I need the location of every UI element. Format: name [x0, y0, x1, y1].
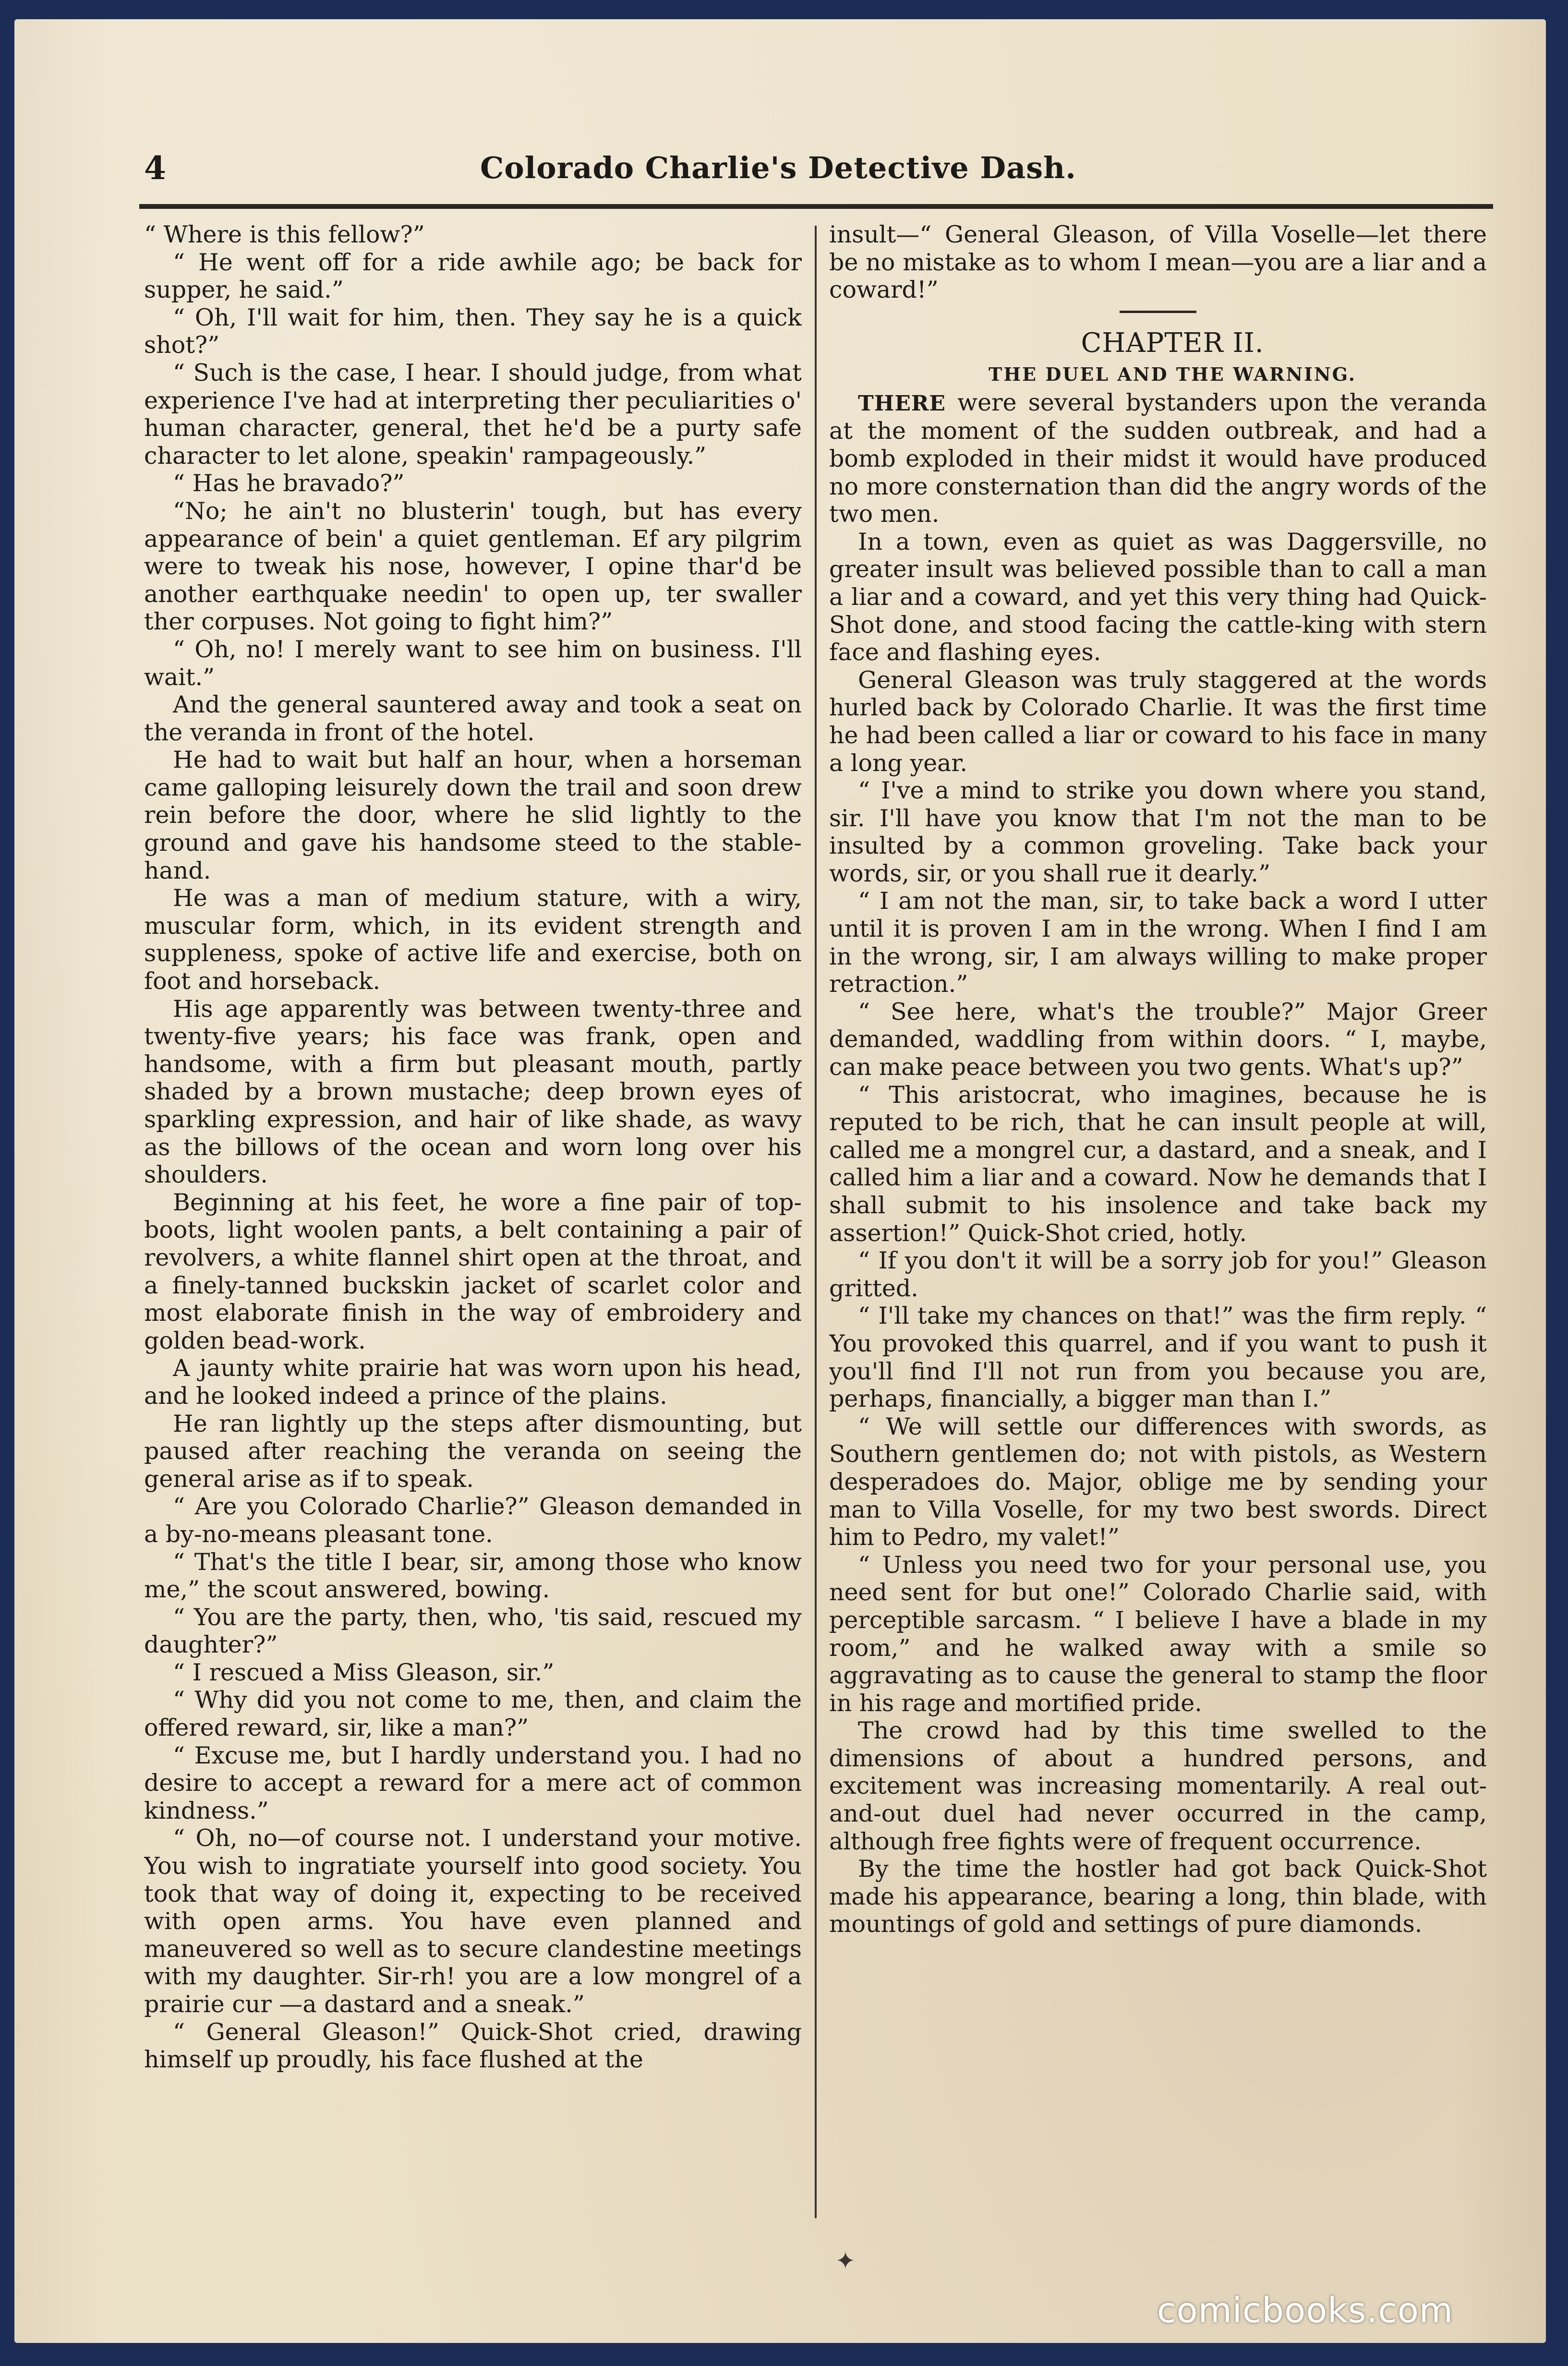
paragraph: “ Has he bravado?” — [173, 470, 405, 497]
paragraph: He was a man of medium stature, with a wiry, muscular form, which, in its evident strength and suppleness, spoke of active life and exercise, both on foot and horseback. — [144, 884, 802, 995]
paragraph: “ That's the title I bear, sir, among those who know me,” the scout answered, bowing. — [144, 1548, 802, 1604]
footer-ornament-icon: ✦ — [835, 2247, 856, 2275]
paragraph: “ Oh, no! I merely want to see him on business. I'll wait.” — [144, 635, 802, 691]
header-rule — [139, 204, 1493, 209]
paragraph: “ Where is this fellow?” — [144, 221, 425, 248]
paragraph: In a town, even as quiet as was Daggersville, no greater insult was believed possible than to call a man a liar and a coward, and yet this very thing had Quick-Shot done, and stood facing the cattle-king with stern face and flashing eyes. — [829, 528, 1487, 666]
chapter-opening-paragraph — [829, 389, 1487, 528]
paragraph: By the time the hostler had got back Quick-Shot made his appearance, bearing a long, thin blade, with mountings of gold and settings of pure diamonds. — [829, 1855, 1487, 1938]
paragraph: “ He went off for a ride awhile ago; be back for supper, he said.” — [144, 248, 802, 304]
paragraph: “ We will settle our differences with swords, as Southern gentlemen do; not with pistols, as Western desperadoes do. Major, oblige me by sending your man to Villa Voselle, for my two best swords. Direct him to Pedro, my valet!” — [829, 1412, 1487, 1551]
paragraph: “ Are you Colorado Charlie?” Gleason demanded in a by-no-means pleasant tone. — [144, 1493, 802, 1548]
paragraph: “ Oh, I'll wait for him, then. They say he is a quick shot?” — [144, 303, 802, 359]
paragraph: “ I am not the man, sir, to take back a word I utter until it is proven I am in the wrong. When I find I am in the wrong, sir, I am always willing to make proper retraction.” — [829, 887, 1487, 998]
paragraph: The crowd had by this time swelled to the dimensions of about a hundred persons, and excitement was increasing momentarily. A real out-and-out duel had never occurred in the camp, although free fights were of frequent occurrence. — [829, 1717, 1487, 1855]
continuation-paragraph: insult—“ General Gleason, of Villa Voselle—let there be no mistake as to whom I mean—you are a liar and a coward!” — [829, 221, 1487, 304]
paragraph: “ You are the party, then, who, 'tis said, rescued my daughter?” — [144, 1603, 802, 1659]
column-divider — [815, 226, 817, 2218]
running-title: Colorado Charlie's Detective Dash. — [480, 150, 1076, 185]
paragraph: He ran lightly up the steps after dismounting, but paused after reaching the veranda on seeing the general arise as if to speak. — [144, 1410, 802, 1493]
paragraph: “ See here, what's the trouble?” Major Greer demanded, waddling from within doors. “ I, maybe, can make peace between you two gents. What's up?” — [829, 998, 1487, 1081]
opening-text: were several bystanders upon the veranda at the moment of the sudden outbreak, and had a bomb exploded in their midst it would have produced no more consternation than did the angry words of the two men. — [829, 388, 1487, 528]
chapter-heading: CHAPTER II. — [1081, 327, 1264, 359]
page-header — [144, 144, 1488, 192]
paragraph: “ I'll take my chances on that!” was the firm reply. “ You provoked this quarrel, and if you want to push it you'll find I'll not run from you because you are, perhaps, financially, a bigger man than I.” — [829, 1302, 1487, 1413]
paragraph: A jaunty white prairie hat was worn upon his head, and he looked indeed a prince of the plains. — [144, 1354, 802, 1410]
left-column — [144, 221, 802, 2218]
chapter-subheading: THE DUEL AND THE WARNING. — [988, 363, 1357, 385]
right-column — [829, 221, 1487, 2218]
paragraph: He had to wait but half an hour, when a horseman came galloping leisurely down the trail and soon drew rein before the door, where he slid lightly to the ground and gave his handsome steed to the stable-hand. — [144, 746, 802, 884]
watermark: comicbooks.com — [1157, 2290, 1454, 2330]
paragraph: “ I've a mind to strike you down where you stand, sir. I'll have you know that I'm not the man to be insulted by a common groveling. Take back your words, sir, or you shall rue it dearly.” — [829, 777, 1487, 887]
paragraph: His age apparently was between twenty-three and twenty-five years; his face was frank, open and handsome, with a firm but pleasant mouth, partly shaded by a brown mustache; deep brown eyes of sparkling expression, and hair of like shade, as wavy as the billows of the ocean and worn long over his shoulders. — [144, 995, 802, 1189]
paragraph: “ General Gleason!” Quick-Shot cried, drawing himself up proudly, his face flushed at the — [144, 2018, 802, 2074]
paragraph: “ Unless you need two for your personal use, you need sent for but one!” Colorado Charlie said, with perceptible sarcasm. “ I believe I have a blade in my room,” and he walked away with a smile so aggravating as to cause the general to stamp the floor in his rage and mortified pride. — [829, 1551, 1487, 1717]
chapter-rule — [1120, 311, 1196, 313]
paragraph: General Gleason was truly staggered at the words hurled back by Colorado Charlie. It was the first time he had been called a liar or coward to his face in many a long year. — [829, 666, 1487, 777]
paragraph: “No; he ain't no blusterin' tough, but has every appearance of bein' a quiet gentleman. Ef ary pilgrim were to tweak his nose, however, I opine thar'd be another earthquake needin' to open up, ter swaller ther corpuses. Not going to fight him?” — [144, 497, 802, 636]
paragraph: And the general sauntered away and took a seat on the veranda in front of the hotel. — [144, 691, 802, 746]
paragraph: “ If you don't it will be a sorry job for you!” Gleason gritted. — [829, 1247, 1487, 1302]
paragraph: “ This aristocrat, who imagines, because he is reputed to be rich, that he can insult people at will, called me a mongrel cur, a dastard, and a sneak, and I called him a liar and a coward. Now he demands that I shall submit to his insolence and take back my assertion!” Quick-Shot cried, hotly. — [829, 1081, 1487, 1247]
paragraph: “ Such is the case, I hear. I should judge, from what experience I've had at interpreting ther peculiarities o' human character, general, thet he'd be a purty safe character to let alone, speakin' rampageously.” — [144, 359, 802, 470]
page-number: 4 — [144, 149, 166, 187]
paragraph: Beginning at his feet, he wore a fine pair of top-boots, light woolen pants, a belt containing a pair of revolvers, a white flannel shirt open at the throat, and a finely-tanned buckskin jacket of scarlet color and most elaborate finish in the way of embroidery and golden bead-work. — [144, 1188, 802, 1354]
opening-word: THERE — [858, 391, 946, 416]
paragraph: “ I rescued a Miss Gleason, sir.” — [173, 1658, 555, 1686]
paragraph: “ Oh, no—of course not. I understand your motive. You wish to ingratiate yourself into good society. You took that way of doing it, expecting to be received with open arms. You have even planned and maneuvered so well as to secure clandestine meetings with my daughter. Sir-rh! you are a low mongrel of a prairie cur —a dastard and a sneak.” — [144, 1824, 802, 2018]
paragraph: “ Excuse me, but I hardly understand you. I had no desire to accept a reward for a mere act of common kindness.” — [144, 1741, 802, 1824]
paragraph: “ Why did you not come to me, then, and claim the offered reward, sir, like a man?” — [144, 1686, 802, 1742]
